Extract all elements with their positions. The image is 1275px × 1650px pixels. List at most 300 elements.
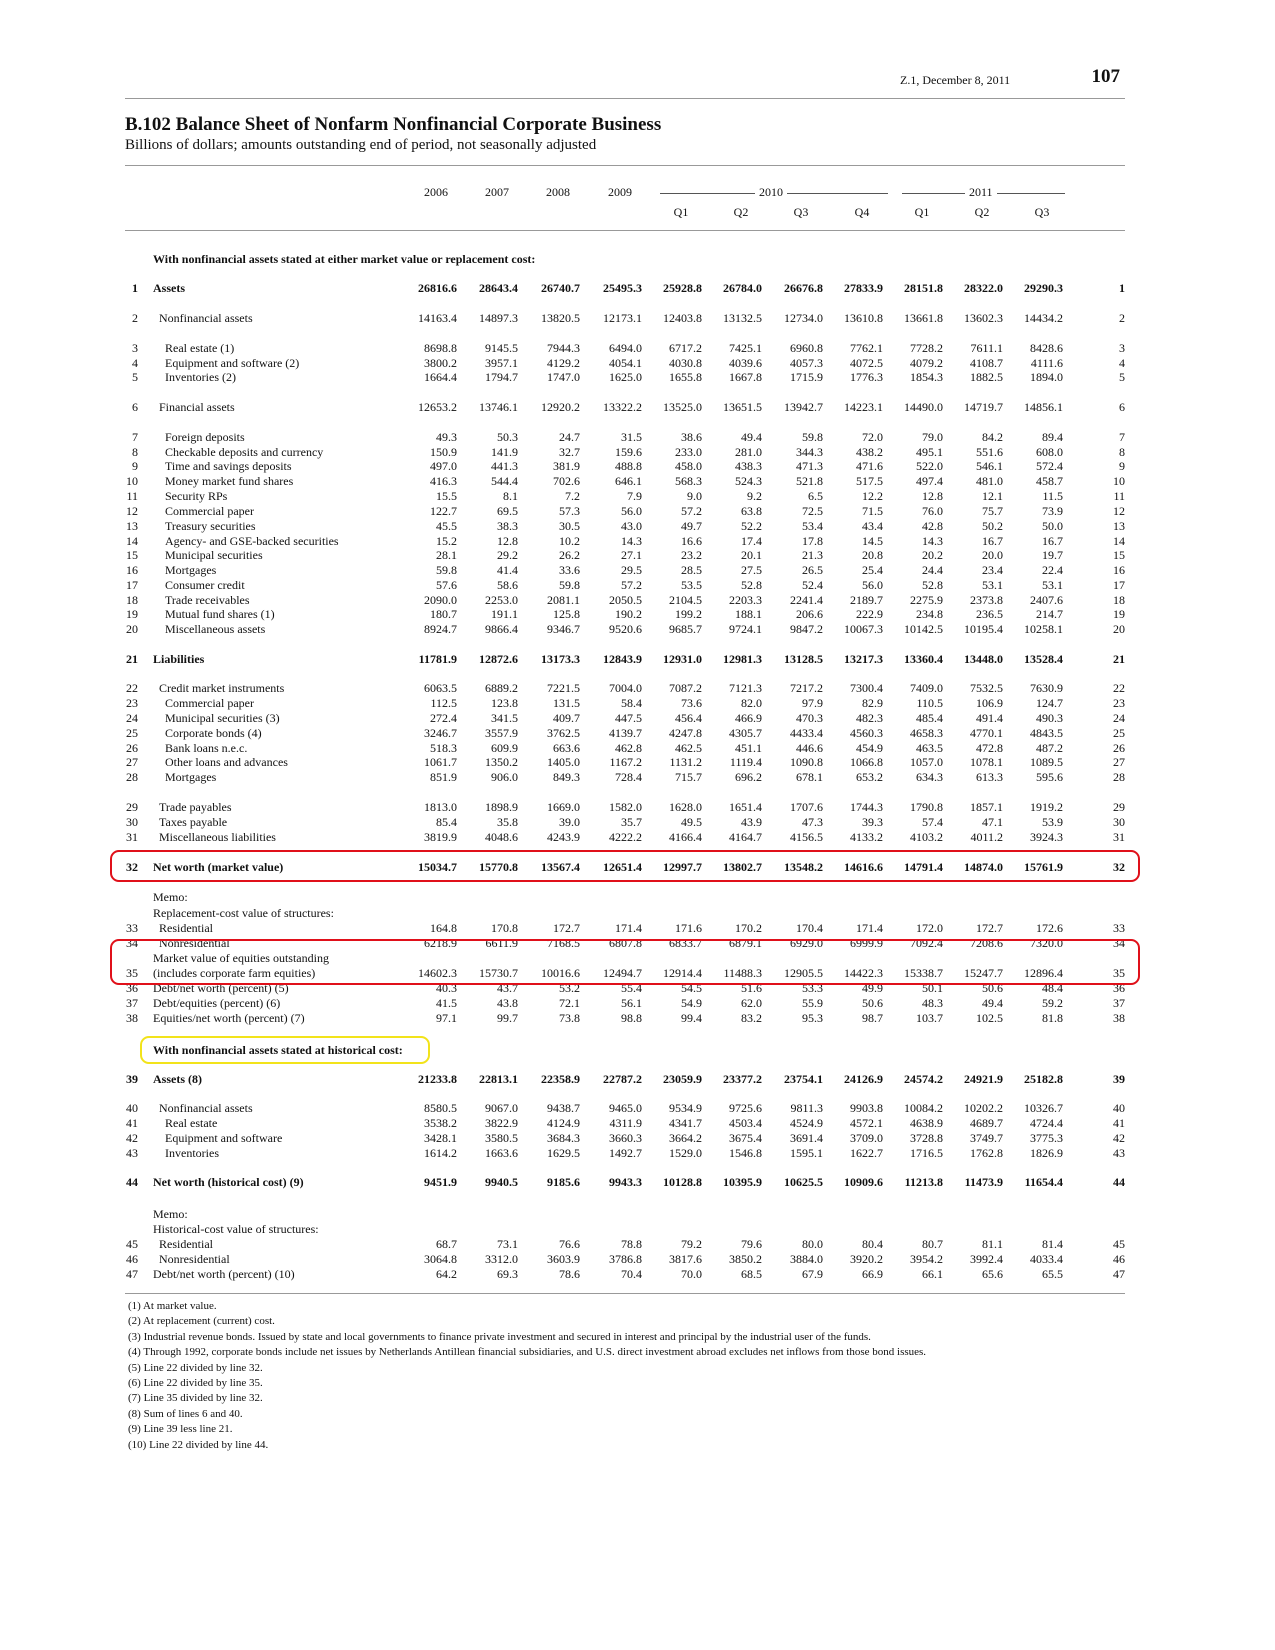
cell-value: 7004.0 xyxy=(609,681,642,695)
cell-value: 3775.3 xyxy=(1030,1131,1063,1145)
cell-value: 38.3 xyxy=(497,519,518,533)
cell-value: 49.4 xyxy=(982,996,1003,1010)
cell-value: 24921.9 xyxy=(964,1072,1003,1086)
line-number-right: 40 xyxy=(1113,1101,1125,1115)
row-label: Consumer credit xyxy=(165,578,245,592)
table-row xyxy=(0,1131,1275,1145)
cell-value: 65.6 xyxy=(982,1267,1003,1281)
cell-value: 7300.4 xyxy=(850,681,883,695)
cell-value: 54.9 xyxy=(681,996,702,1010)
cell-value: 43.9 xyxy=(741,815,762,829)
cell-value: 13128.5 xyxy=(784,652,823,666)
cell-value: 10625.5 xyxy=(784,1175,823,1189)
cell-value: 1669.0 xyxy=(547,800,580,814)
footnote: (4) Through 1992, corporate bonds include net issues by Netherlands Antillean financial subsidiaries, and U.S. direct investment abroad excludes net inflows from those bond issues. xyxy=(128,1346,927,1359)
cell-value: 3850.2 xyxy=(729,1252,762,1266)
cell-value: 1595.1 xyxy=(790,1146,823,1160)
cell-value: 1813.0 xyxy=(424,800,457,814)
cell-value: 43.0 xyxy=(621,519,642,533)
cell-value: 344.3 xyxy=(796,445,823,459)
cell-value: 4560.3 xyxy=(850,726,883,740)
cell-value: 27.1 xyxy=(621,548,642,562)
cell-value: 13820.5 xyxy=(541,311,580,325)
cell-value: 171.4 xyxy=(856,921,883,935)
cell-value: 4108.7 xyxy=(970,356,1003,370)
cell-value: 70.4 xyxy=(621,1267,642,1281)
cell-value: 381.9 xyxy=(553,459,580,473)
cell-value: 13610.8 xyxy=(844,311,883,325)
cell-value: 9847.2 xyxy=(790,622,823,636)
cell-value: 572.4 xyxy=(1036,459,1063,473)
cell-value: 4072.5 xyxy=(850,356,883,370)
cell-value: 172.7 xyxy=(553,921,580,935)
cell-value: 43.4 xyxy=(862,519,883,533)
cell-value: 4054.1 xyxy=(609,356,642,370)
line-number: 43 xyxy=(126,1146,138,1160)
highlight-historical-box xyxy=(140,1036,430,1064)
cell-value: 4243.9 xyxy=(547,830,580,844)
table-row xyxy=(0,534,1275,548)
cell-value: 490.3 xyxy=(1036,711,1063,725)
cell-value: 3954.2 xyxy=(910,1252,943,1266)
table-row xyxy=(0,1175,1275,1189)
cell-value: 10084.2 xyxy=(904,1101,943,1115)
cell-value: 9725.6 xyxy=(729,1101,762,1115)
cell-value: 3762.5 xyxy=(547,726,580,740)
row-label: Trade payables xyxy=(159,800,232,814)
cell-value: 14616.6 xyxy=(844,860,883,874)
cell-value: 9940.5 xyxy=(485,1175,518,1189)
cell-value: 4638.9 xyxy=(910,1116,943,1130)
cell-value: 518.3 xyxy=(430,741,457,755)
cell-value: 11781.9 xyxy=(418,652,457,666)
footnote: (6) Line 22 divided by line 35. xyxy=(128,1377,263,1390)
line-number-right: 41 xyxy=(1113,1116,1125,1130)
cell-value: 6218.9 xyxy=(424,936,457,950)
cell-value: 458.7 xyxy=(1036,474,1063,488)
line-number-right: 27 xyxy=(1113,755,1125,769)
cell-value: 13528.4 xyxy=(1024,652,1063,666)
cell-value: 12843.9 xyxy=(603,652,642,666)
cell-value: 15770.8 xyxy=(479,860,518,874)
cell-value: 53.4 xyxy=(802,519,823,533)
cell-value: 24.7 xyxy=(559,430,580,444)
row-label: Security RPs xyxy=(165,489,228,503)
line-number-right: 20 xyxy=(1113,622,1125,636)
cell-value: 8924.7 xyxy=(424,622,457,636)
cell-value: 48.4 xyxy=(1042,981,1063,995)
cell-value: 79.6 xyxy=(741,1237,762,1251)
cell-value: 67.9 xyxy=(802,1267,823,1281)
line-number: 6 xyxy=(132,400,138,414)
cell-value: 11488.3 xyxy=(723,966,762,980)
cell-value: 728.4 xyxy=(615,770,642,784)
cell-value: 171.6 xyxy=(675,921,702,935)
line-number: 45 xyxy=(126,1237,138,1251)
cell-value: 9685.7 xyxy=(669,622,702,636)
table-row xyxy=(0,430,1275,444)
table-row xyxy=(0,1252,1275,1266)
cell-value: 26.5 xyxy=(802,563,823,577)
row-label: Debt/net worth (percent) (10) xyxy=(153,1267,295,1281)
cell-value: 64.2 xyxy=(436,1267,457,1281)
line-number: 33 xyxy=(126,921,138,935)
cell-value: 1350.2 xyxy=(485,755,518,769)
line-number: 8 xyxy=(132,445,138,459)
cell-value: 38.6 xyxy=(681,430,702,444)
cell-value: 14874.0 xyxy=(964,860,1003,874)
cell-value: 24126.9 xyxy=(844,1072,883,1086)
cell-value: 10067.3 xyxy=(844,622,883,636)
cell-value: 3675.4 xyxy=(729,1131,762,1145)
cell-value: 3691.4 xyxy=(790,1131,823,1145)
table-row xyxy=(0,445,1275,459)
line-number: 14 xyxy=(126,534,138,548)
cell-value: 6611.9 xyxy=(485,936,518,950)
cell-value: 50.6 xyxy=(982,981,1003,995)
cell-value: 141.9 xyxy=(491,445,518,459)
cell-value: 78.8 xyxy=(621,1237,642,1251)
line-number-right: 33 xyxy=(1113,921,1125,935)
cell-value: 172.7 xyxy=(976,921,1003,935)
cell-value: 28.1 xyxy=(436,548,457,562)
row-label: Municipal securities xyxy=(165,548,263,562)
row-label: Residential xyxy=(159,921,213,935)
cell-value: 1762.8 xyxy=(970,1146,1003,1160)
cell-value: 447.5 xyxy=(615,711,642,725)
cell-value: 236.5 xyxy=(976,607,1003,621)
cell-value: 466.9 xyxy=(735,711,762,725)
table-row xyxy=(0,921,1275,935)
table-row xyxy=(0,1116,1275,1130)
cell-value: 1716.5 xyxy=(910,1146,943,1160)
cell-value: 106.9 xyxy=(976,696,1003,710)
cell-value: 7409.0 xyxy=(910,681,943,695)
cell-value: 4057.3 xyxy=(790,356,823,370)
cell-value: 72.0 xyxy=(862,430,883,444)
cell-value: 57.3 xyxy=(559,504,580,518)
cell-value: 3992.4 xyxy=(970,1252,1003,1266)
row-label: Foreign deposits xyxy=(165,430,245,444)
cell-value: 10.2 xyxy=(559,534,580,548)
cell-value: 663.6 xyxy=(553,741,580,755)
cell-value: 1854.3 xyxy=(910,370,943,384)
cell-value: 6960.8 xyxy=(790,341,823,355)
cell-value: 131.5 xyxy=(553,696,580,710)
cell-value: 454.9 xyxy=(856,741,883,755)
cell-value: 1529.0 xyxy=(669,1146,702,1160)
table-row xyxy=(0,1101,1275,1115)
cell-value: 29.2 xyxy=(497,548,518,562)
cell-value: 50.6 xyxy=(862,996,883,1010)
cell-value: 4341.7 xyxy=(669,1116,702,1130)
cell-value: 715.7 xyxy=(675,770,702,784)
cell-value: 3660.3 xyxy=(609,1131,642,1145)
cell-value: 1078.1 xyxy=(970,755,1003,769)
line-number-right: 11 xyxy=(1113,489,1125,503)
cell-value: 73.9 xyxy=(1042,504,1063,518)
cell-value: 16.7 xyxy=(1042,534,1063,548)
cell-value: 72.5 xyxy=(802,504,823,518)
cell-value: 1715.9 xyxy=(790,370,823,384)
cell-value: 49.5 xyxy=(681,815,702,829)
cell-value: 12905.5 xyxy=(784,966,823,980)
cell-value: 19.7 xyxy=(1042,548,1063,562)
cell-value: 2373.8 xyxy=(970,593,1003,607)
cell-value: 2407.6 xyxy=(1030,593,1063,607)
cell-value: 1776.3 xyxy=(850,370,883,384)
cell-value: 12872.6 xyxy=(479,652,518,666)
cell-value: 4433.4 xyxy=(790,726,823,740)
table-subtitle: Billions of dollars; amounts outstanding end of period, not seasonally adjusted xyxy=(125,137,597,153)
table-row xyxy=(0,696,1275,710)
cell-value: 14602.3 xyxy=(418,966,457,980)
cell-value: 544.4 xyxy=(491,474,518,488)
cell-value: 28322.0 xyxy=(964,281,1003,295)
row-label: Municipal securities (3) xyxy=(165,711,280,725)
cell-value: 906.0 xyxy=(491,770,518,784)
table-row xyxy=(0,1011,1275,1025)
row-label: Mutual fund shares (1) xyxy=(165,607,275,621)
row-label: Credit market instruments xyxy=(159,681,285,695)
line-number: 37 xyxy=(126,996,138,1010)
cell-value: 497.0 xyxy=(430,459,457,473)
line-number-right: 31 xyxy=(1113,830,1125,844)
cell-value: 39.3 xyxy=(862,815,883,829)
cell-value: 1707.6 xyxy=(790,800,823,814)
cell-value: 13567.4 xyxy=(541,860,580,874)
footnote: (10) Line 22 divided by line 44. xyxy=(128,1438,269,1451)
cell-value: 159.6 xyxy=(615,445,642,459)
cell-value: 15247.7 xyxy=(964,966,1003,980)
row-label: Bank loans n.e.c. xyxy=(165,741,248,755)
line-number-right: 12 xyxy=(1113,504,1125,518)
cell-value: 16.6 xyxy=(681,534,702,548)
cell-value: 68.7 xyxy=(436,1237,457,1251)
line-number: 42 xyxy=(126,1131,138,1145)
cell-value: 97.1 xyxy=(436,1011,457,1025)
line-number-right: 3 xyxy=(1119,341,1125,355)
cell-value: 1622.7 xyxy=(850,1146,883,1160)
cell-value: 485.4 xyxy=(916,711,943,725)
line-number: 29 xyxy=(126,800,138,814)
row-label: Assets (8) xyxy=(153,1072,202,1086)
line-number: 12 xyxy=(126,504,138,518)
cell-value: 9185.6 xyxy=(547,1175,580,1189)
cell-value: 12896.4 xyxy=(1024,966,1063,980)
line-number: 7 xyxy=(132,430,138,444)
cell-value: 8.1 xyxy=(503,489,518,503)
cell-value: 6.5 xyxy=(808,489,823,503)
cell-value: 9145.5 xyxy=(485,341,518,355)
cell-value: 12651.4 xyxy=(603,860,642,874)
cell-value: 3312.0 xyxy=(485,1252,518,1266)
cell-value: 41.4 xyxy=(497,563,518,577)
row-label: Real estate (1) xyxy=(165,341,235,355)
highlight-equities-box xyxy=(110,939,1140,985)
cell-value: 172.0 xyxy=(916,921,943,935)
cell-value: 10016.6 xyxy=(541,966,580,980)
cell-value: 125.8 xyxy=(553,607,580,621)
cell-value: 451.1 xyxy=(735,741,762,755)
line-number-right: 23 xyxy=(1113,696,1125,710)
cell-value: 12914.4 xyxy=(663,966,702,980)
cell-value: 72.1 xyxy=(559,996,580,1010)
page-number: 107 xyxy=(1091,66,1120,87)
line-number: 25 xyxy=(126,726,138,740)
cell-value: 233.0 xyxy=(675,445,702,459)
cell-value: 3822.9 xyxy=(485,1116,518,1130)
cell-value: 17.8 xyxy=(802,534,823,548)
cell-value: 112.5 xyxy=(430,696,457,710)
cell-value: 1744.3 xyxy=(850,800,883,814)
cell-value: 13132.5 xyxy=(723,311,762,325)
cell-value: 95.3 xyxy=(802,1011,823,1025)
cell-value: 2189.7 xyxy=(850,593,883,607)
row-label: Trade receivables xyxy=(165,593,250,607)
cell-value: 1667.8 xyxy=(729,370,762,384)
cell-value: 33.6 xyxy=(559,563,580,577)
cell-value: 3603.9 xyxy=(547,1252,580,1266)
line-number: 40 xyxy=(126,1101,138,1115)
cell-value: 45.5 xyxy=(436,519,457,533)
row-label: Nonfinancial assets xyxy=(159,311,253,325)
table-row xyxy=(0,504,1275,518)
cell-value: 14434.2 xyxy=(1024,311,1063,325)
cell-value: 190.2 xyxy=(615,607,642,621)
cell-value: 10909.6 xyxy=(844,1175,883,1189)
group-label-2010: 2010 xyxy=(755,185,787,200)
cell-value: 57.2 xyxy=(621,578,642,592)
cell-value: 472.8 xyxy=(976,741,1003,755)
cell-value: 4305.7 xyxy=(729,726,762,740)
cell-value: 22.4 xyxy=(1042,563,1063,577)
cell-value: 31.5 xyxy=(621,430,642,444)
line-number-right: 32 xyxy=(1113,860,1125,874)
cell-value: 222.9 xyxy=(856,607,883,621)
cell-value: 75.7 xyxy=(982,504,1003,518)
cell-value: 463.5 xyxy=(916,741,943,755)
cell-value: 7630.9 xyxy=(1030,681,1063,695)
cell-value: 1894.0 xyxy=(1030,370,1063,384)
cell-value: 66.9 xyxy=(862,1267,883,1281)
cell-value: 517.5 xyxy=(856,474,883,488)
cell-value: 82.0 xyxy=(741,696,762,710)
cell-value: 122.7 xyxy=(430,504,457,518)
line-number-right: 22 xyxy=(1113,681,1125,695)
table-row xyxy=(0,622,1275,636)
cell-value: 3580.5 xyxy=(485,1131,518,1145)
line-number-right: 28 xyxy=(1113,770,1125,784)
cell-value: 2050.5 xyxy=(609,593,642,607)
cell-value: 13746.1 xyxy=(479,400,518,414)
cell-value: 13802.7 xyxy=(723,860,762,874)
cell-value: 30.5 xyxy=(559,519,580,533)
cell-value: 3800.2 xyxy=(424,356,457,370)
table-row xyxy=(0,755,1275,769)
table-row xyxy=(0,474,1275,488)
cell-value: 678.1 xyxy=(796,770,823,784)
row-label: Treasury securities xyxy=(165,519,256,533)
cell-value: 696.2 xyxy=(735,770,762,784)
line-number: 44 xyxy=(126,1175,138,1189)
cell-value: 9451.9 xyxy=(424,1175,457,1189)
cell-value: 55.9 xyxy=(802,996,823,1010)
cell-value: 4658.3 xyxy=(910,726,943,740)
cell-value: 110.5 xyxy=(916,696,943,710)
cell-value: 4133.2 xyxy=(850,830,883,844)
line-number: 5 xyxy=(132,370,138,384)
cell-value: 13661.8 xyxy=(904,311,943,325)
cell-value: 26.2 xyxy=(559,548,580,562)
cell-value: 50.3 xyxy=(497,430,518,444)
cell-value: 1747.0 xyxy=(547,370,580,384)
cell-value: 80.0 xyxy=(802,1237,823,1251)
cell-value: 29290.3 xyxy=(1024,281,1063,295)
cell-value: 57.6 xyxy=(436,578,457,592)
cell-value: 6879.1 xyxy=(729,936,762,950)
cell-value: 15730.7 xyxy=(479,966,518,980)
section-historical-heading: With nonfinancial assets stated at historical cost: xyxy=(153,1043,403,1057)
cell-value: 20.1 xyxy=(741,548,762,562)
cell-value: 12403.8 xyxy=(663,311,702,325)
line-number: 18 xyxy=(126,593,138,607)
cell-value: 1614.2 xyxy=(424,1146,457,1160)
cell-value: 22787.2 xyxy=(603,1072,642,1086)
cell-value: 7532.5 xyxy=(970,681,1003,695)
cell-value: 14.3 xyxy=(922,534,943,548)
cell-value: 1857.1 xyxy=(970,800,1003,814)
cell-value: 3064.8 xyxy=(424,1252,457,1266)
cell-value: 97.9 xyxy=(802,696,823,710)
cell-value: 12734.0 xyxy=(784,311,823,325)
row-label: Checkable deposits and currency xyxy=(165,445,324,459)
cell-value: 26784.0 xyxy=(723,281,762,295)
section-market-heading: With nonfinancial assets stated at either market value or replacement cost: xyxy=(153,252,536,266)
row-label: Agency- and GSE-backed securities xyxy=(165,534,339,548)
table-row xyxy=(0,281,1275,295)
cell-value: 66.1 xyxy=(922,1267,943,1281)
row-label: Inventories (2) xyxy=(165,370,236,384)
cell-value: 191.1 xyxy=(491,607,518,621)
cell-value: 27833.9 xyxy=(844,281,883,295)
line-number-right: 8 xyxy=(1119,445,1125,459)
cell-value: 20.2 xyxy=(922,548,943,562)
cell-value: 76.0 xyxy=(922,504,943,518)
cell-value: 99.7 xyxy=(497,1011,518,1025)
row-label: (includes corporate farm equities) xyxy=(153,966,316,980)
cell-value: 150.9 xyxy=(430,445,457,459)
cell-value: 50.1 xyxy=(922,981,943,995)
row-label: Residential xyxy=(159,1237,213,1251)
table-row xyxy=(0,489,1275,503)
cell-value: 25495.3 xyxy=(603,281,642,295)
cell-value: 35.7 xyxy=(621,815,642,829)
cell-value: 4164.7 xyxy=(729,830,762,844)
cell-value: 3957.1 xyxy=(485,356,518,370)
cell-value: 11654.4 xyxy=(1024,1175,1063,1189)
footnote: (3) Industrial revenue bonds. Issued by state and local governments to finance private investment and secured in interest and principal by the industrial user of the funds. xyxy=(128,1330,871,1343)
line-number: 11 xyxy=(126,489,138,503)
cell-value: 1882.5 xyxy=(970,370,1003,384)
line-number-right: 5 xyxy=(1119,370,1125,384)
cell-value: 9465.0 xyxy=(609,1101,642,1115)
col-2010-q4: Q4 xyxy=(854,205,870,219)
cell-value: 1655.8 xyxy=(669,370,702,384)
cell-value: 13548.2 xyxy=(784,860,823,874)
cell-value: 9943.3 xyxy=(609,1175,642,1189)
memo-subheading: Replacement-cost value of structures: xyxy=(153,906,334,920)
